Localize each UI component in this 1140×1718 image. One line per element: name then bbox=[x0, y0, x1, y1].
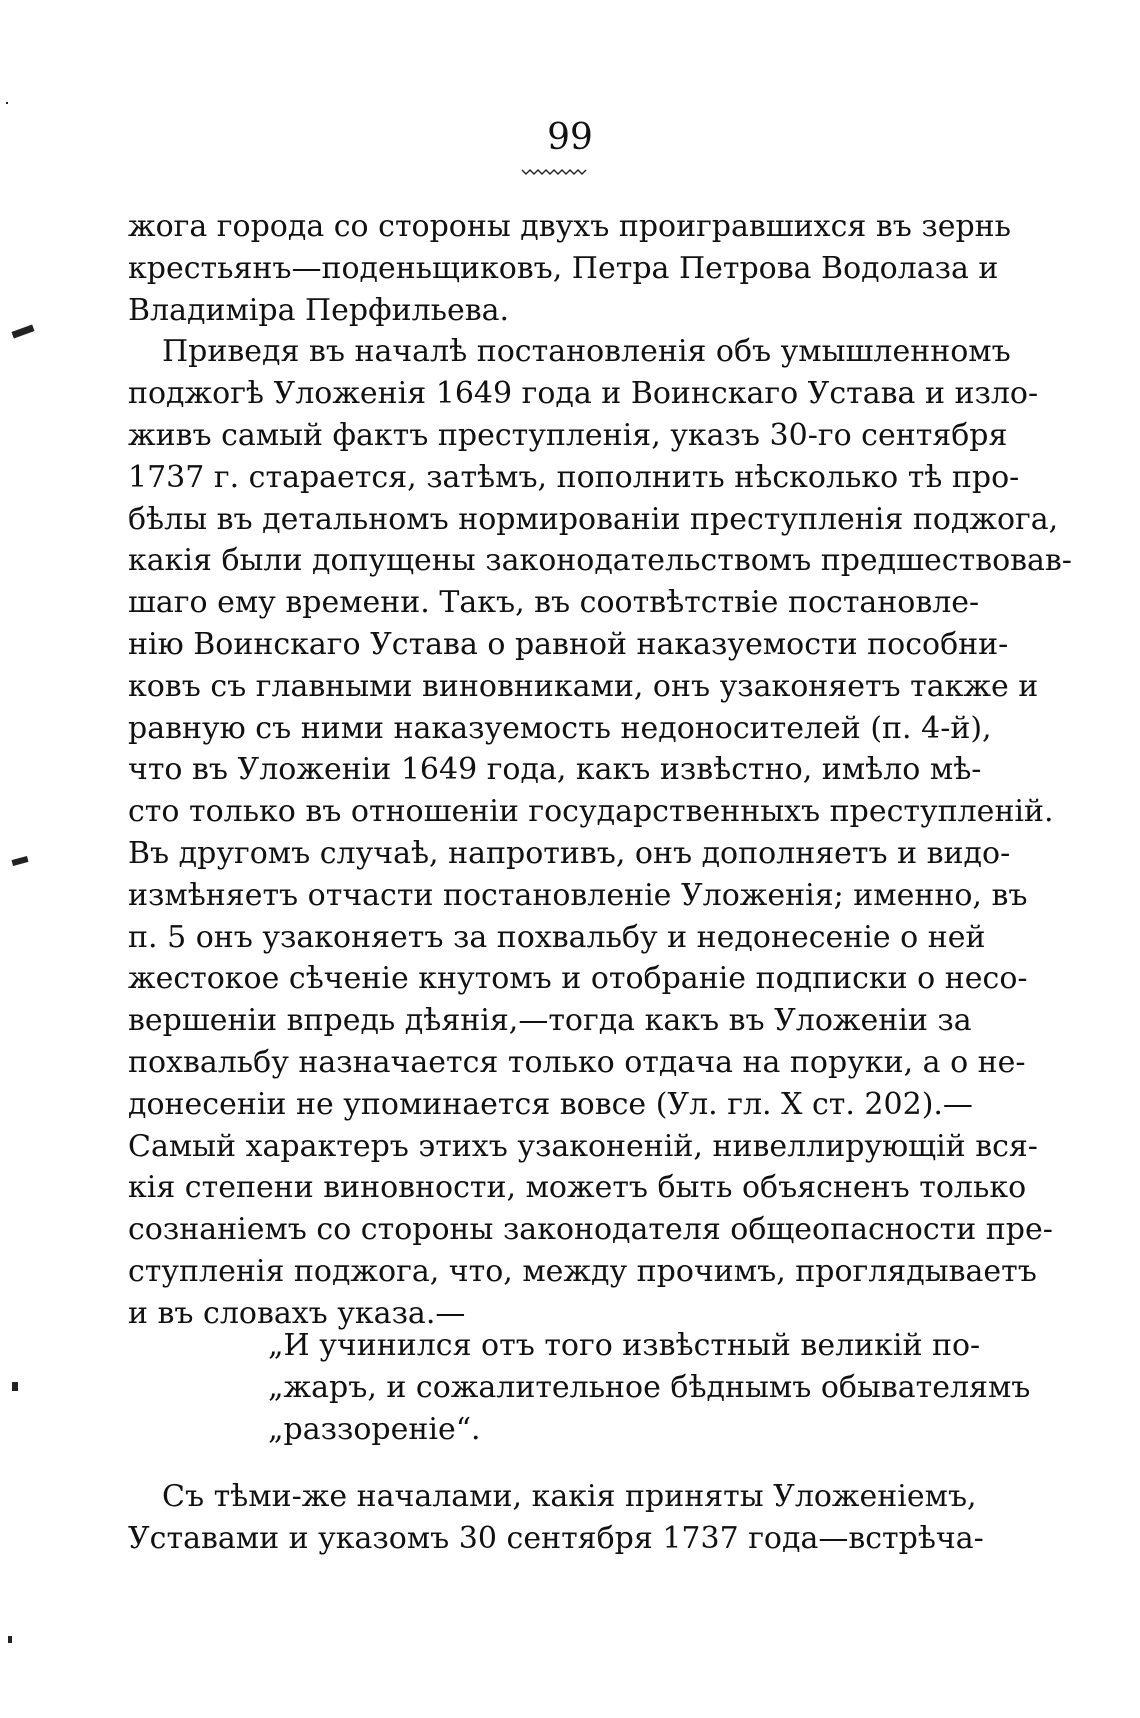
text-line: живъ самый фактъ преступленія, указъ 30-го сентября bbox=[128, 417, 1008, 453]
text-line: шаго ему времени. Такъ, въ соотвѣтствіе постановле- bbox=[128, 585, 980, 621]
text-line: поджогѣ Уложенія 1649 года и Воинскаго Устава и изло- bbox=[128, 376, 1039, 412]
text-line: равную съ ними наказуемость недоносителей (п. 4-й), bbox=[128, 710, 992, 746]
text-line: Приведя въ началѣ постановленія объ умышленномъ bbox=[162, 334, 1011, 370]
block-quote bbox=[268, 1325, 1031, 1450]
main-text bbox=[128, 206, 1072, 1335]
text-line: нію Воинскаго Устава о равной наказуемости пособни- bbox=[128, 626, 1009, 662]
margin-mark bbox=[12, 1382, 18, 1391]
text-line: донесеніи не упоминается вовсе (Ул. гл. X ст. 202).— bbox=[128, 1086, 973, 1122]
text-line: что въ Уложеніи 1649 года, какъ извѣстно, имѣло мѣ- bbox=[128, 752, 982, 788]
quote-line: „жаръ, и сожалительное бѣднымъ обывателямъ bbox=[268, 1369, 1031, 1405]
text-line: крестьянъ—поденьщиковъ, Петра Петрова Водолаза и bbox=[128, 250, 999, 286]
text-line: 1737 г. старается, затѣмъ, пополнить нѣсколько тѣ про- bbox=[128, 459, 1020, 495]
text-line: какія были допущены законодательствомъ предшествовав- bbox=[128, 543, 1072, 579]
margin-mark bbox=[11, 856, 28, 866]
text-line: Самый характеръ этихъ узаконеній, нивеллирующій вся- bbox=[128, 1128, 1038, 1164]
text-line: кія степени виновности, можетъ быть объясненъ только bbox=[128, 1170, 1027, 1206]
text-line: измѣняетъ отчасти постановленіе Уложенія; именно, въ bbox=[128, 877, 1028, 913]
text-line: Владиміра Перфильева. bbox=[128, 292, 510, 328]
margin-mark bbox=[8, 1636, 12, 1643]
text-line: похвальбу назначается только отдача на поруки, а о не- bbox=[128, 1044, 1026, 1080]
text-line: ковъ съ главными виновниками, онъ узаконяетъ также и bbox=[128, 668, 1039, 704]
quote-line: „раззореніе“. bbox=[268, 1411, 481, 1447]
text-line: жога города со стороны двухъ проигравшихся въ зернь bbox=[128, 209, 1012, 244]
page-number: 99 bbox=[547, 117, 593, 158]
text-line: сознаніемъ со стороны законодателя общеопасности пре- bbox=[128, 1212, 1053, 1248]
ornament-divider bbox=[522, 168, 586, 176]
text-line: вершеніи впредь дѣянія,—тогда какъ въ Уложеніи за bbox=[128, 1003, 972, 1039]
text-line: ступленія поджога, что, между прочимъ, проглядываетъ bbox=[128, 1253, 1037, 1289]
margin-mark bbox=[11, 324, 34, 338]
text-line: жестокое сѣченіе кнутомъ и отобраніе подписки о несо- bbox=[128, 961, 1028, 997]
quote-line: „И учинился отъ того извѣстный великій по- bbox=[268, 1328, 981, 1363]
text-line: Съ тѣми-же началами, какія приняты Уложеніемъ, bbox=[162, 1479, 977, 1514]
text-line: и въ словахъ указа.— bbox=[128, 1295, 466, 1331]
margin-mark bbox=[6, 102, 8, 104]
text-line: сто только въ отношеніи государственныхъ преступленій. bbox=[128, 794, 1054, 830]
text-line: бѣлы въ детальномъ нормированіи преступленія поджога, bbox=[128, 501, 1059, 537]
closing-paragraph bbox=[128, 1476, 984, 1560]
text-line: п. 5 онъ узаконяетъ за похвальбу и недонесеніе о ней bbox=[128, 919, 986, 955]
text-line: Уставами и указомъ 30 сентября 1737 года—встрѣча- bbox=[128, 1520, 984, 1556]
text-line: Въ другомъ случаѣ, напротивъ, онъ дополняетъ и видо- bbox=[128, 835, 1011, 871]
